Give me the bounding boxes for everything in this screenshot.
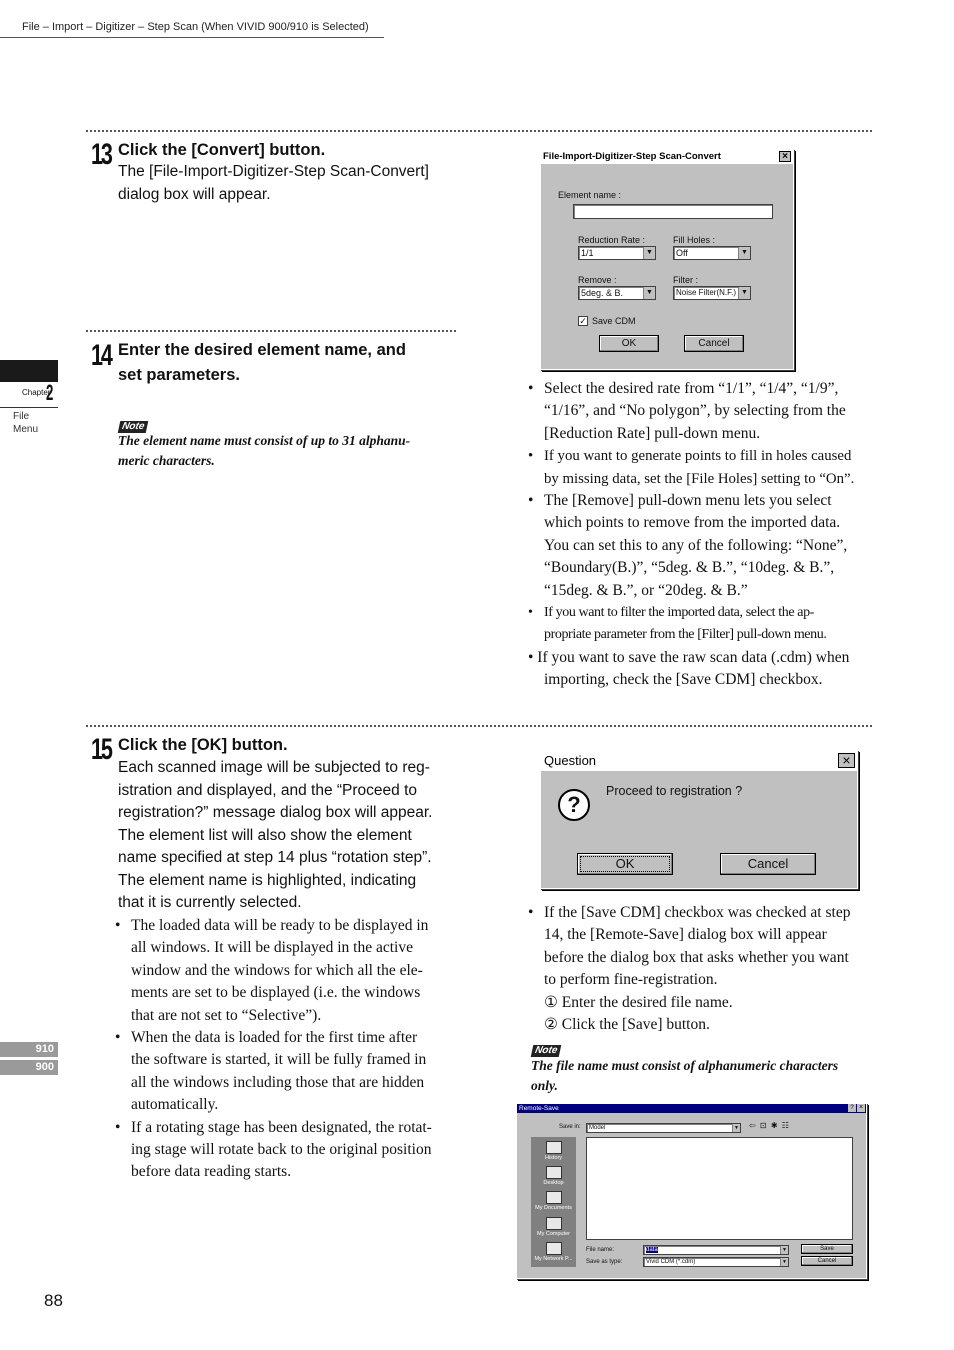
- folder-icon: [546, 1191, 562, 1204]
- save-button[interactable]: Save: [801, 1244, 853, 1254]
- text-line: only.: [531, 1078, 558, 1093]
- text-line: The element name is highlighted, indicating: [118, 871, 417, 889]
- chapter-label: Chapter: [22, 388, 51, 397]
- select-value: 5deg. & B.: [581, 288, 624, 298]
- badge-900: 900: [0, 1060, 58, 1075]
- select-value: Off: [676, 248, 688, 258]
- text-line: • The [Remove] pull-down menu lets you select: [544, 492, 832, 510]
- section-line-1: File: [13, 411, 30, 422]
- text-line: registration?” message dialog box will appear.: [118, 804, 433, 821]
- chevron-down-icon: ▼: [643, 247, 655, 259]
- question-dialog-titlebar: [541, 751, 857, 771]
- running-header: File – Import – Digitizer – Step Scan (When VIVID 900/910 is Selected): [22, 21, 369, 33]
- text-line: • If a rotating stage has been designated, the rotat-: [131, 1118, 432, 1136]
- text-line: which points to remove from the imported data.: [544, 514, 841, 532]
- reduction-rate-select[interactable]: [578, 246, 656, 260]
- select-value: Noise Filter(N.F.): [676, 288, 737, 297]
- text-line: that are not set to “Selective”).: [131, 1006, 322, 1024]
- chevron-down-icon: ▼: [780, 1258, 788, 1266]
- cancel-button[interactable]: Cancel: [720, 853, 816, 875]
- step-14-title: [118, 338, 406, 388]
- text-line: before data reading starts.: [131, 1163, 292, 1181]
- question-icon: ?: [558, 789, 590, 821]
- place-history[interactable]: [531, 1141, 576, 1161]
- remove-label: Remove :: [578, 275, 617, 285]
- text-line: ing stage will rotate back to the original position: [131, 1141, 432, 1159]
- text-line: ① Enter the desired file name.: [544, 993, 733, 1011]
- text-line: istration and displayed, and the “Proceed to: [118, 781, 417, 799]
- text-line: • If you want to filter the imported data, select the ap-: [544, 605, 814, 621]
- text-line: importing, check the [Save CDM] checkbox.: [544, 671, 823, 689]
- text-line: ments are set to be displayed (i.e. the windows: [131, 984, 421, 1002]
- badge-910: 910: [0, 1042, 58, 1057]
- text-line: The element list will also show the element: [118, 826, 412, 844]
- fill-holes-select[interactable]: [673, 246, 751, 260]
- close-icon[interactable]: ×: [779, 151, 791, 162]
- header-rule: [0, 37, 384, 38]
- save-in-label: Save in:: [559, 1124, 581, 1130]
- place-label: History: [544, 1155, 563, 1161]
- step-15-right-bullets: [528, 902, 873, 1036]
- question-dialog: [540, 750, 858, 889]
- chevron-down-icon: ▼: [738, 247, 750, 259]
- text-line: • Select the desired rate from “1/1”, “1/4”, “1/9”,: [544, 380, 839, 397]
- text-line: all the windows including those that are hidden: [131, 1073, 425, 1091]
- text-line: • If you want to generate points to fill in holes caused: [544, 448, 852, 465]
- chevron-down-icon: ▼: [643, 287, 655, 299]
- dialog-title: Remote-Save: [519, 1105, 559, 1112]
- filter-label: Filter :: [673, 275, 699, 285]
- remote-save-dialog: [516, 1103, 867, 1279]
- text-line: [Reduction Rate] pull-down menu.: [544, 424, 761, 442]
- text-line: by missing data, set the [File Holes] setting to “On”.: [544, 470, 855, 487]
- input-value: data: [646, 1247, 658, 1253]
- text-line: “1/16”, and “No polygon”, by selecting from the: [544, 402, 846, 420]
- text-line: the software is started, it will be fully framed in: [131, 1051, 427, 1069]
- text-line: ② Click the [Save] button.: [544, 1016, 710, 1034]
- text-line: all windows. It will be displayed in the active: [131, 939, 413, 957]
- ok-button[interactable]: OK: [599, 335, 659, 352]
- file-name-input[interactable]: [643, 1245, 789, 1255]
- chevron-down-icon: ▼: [780, 1246, 788, 1254]
- list-item: [528, 378, 873, 445]
- section-label: [13, 410, 38, 436]
- step-15-title: Click the [OK] button.: [118, 736, 288, 754]
- text-line: to perform fine-registration.: [544, 971, 718, 989]
- text-line: “15deg. & B.”, or “20deg. & B.”: [544, 581, 748, 599]
- text-line: window and the windows for which all the ele-: [131, 961, 423, 979]
- section-divider: [86, 130, 872, 132]
- remote-save-titlebar: [517, 1104, 866, 1113]
- list-item: [115, 1027, 460, 1117]
- text-line: The [File-Import-Digitizer-Step Scan-Convert]: [118, 163, 429, 180]
- step-14-note: [118, 431, 410, 471]
- step-13-title: Click the [Convert] button.: [118, 141, 326, 159]
- element-name-label: Element name :: [558, 190, 622, 200]
- dialog-title: File-Import-Digitizer-Step Scan-Convert: [543, 151, 721, 162]
- place-label: My Network P...: [534, 1256, 573, 1262]
- reduction-rate-label: Reduction Rate :: [578, 235, 646, 245]
- step-15-note: [531, 1056, 838, 1096]
- text-line: before the dialog box that asks whether you want: [544, 948, 849, 966]
- place-my-computer[interactable]: [531, 1217, 576, 1237]
- list-item: [115, 1117, 460, 1184]
- chevron-down-icon: ▼: [738, 287, 750, 299]
- text-line: 14, the [Remote-Save] dialog box will appear: [544, 926, 827, 944]
- step-14-bullets: [528, 378, 873, 692]
- text-line: automatically.: [131, 1096, 219, 1114]
- place-label: My Computer: [536, 1231, 570, 1237]
- text-line: The element name must consist of up to 31 alphanu-: [118, 433, 411, 448]
- note-label: Note: [118, 421, 149, 433]
- save-type-label: Save as type:: [586, 1259, 623, 1265]
- note-label: Note: [531, 1045, 562, 1057]
- text-line: The file name must consist of alphanumeric characters: [531, 1058, 839, 1073]
- page-number: 88: [44, 1291, 63, 1310]
- list-item: [528, 445, 873, 490]
- ok-button[interactable]: OK: [577, 853, 673, 875]
- text-line: You can set this to any of the following: “None”,: [544, 536, 848, 554]
- chapter-number: 2: [46, 380, 54, 405]
- dialog-title: Question: [544, 753, 597, 768]
- step-15-number: 15: [91, 733, 111, 766]
- place-label: My Documents: [535, 1205, 572, 1211]
- convert-dialog-titlebar: [541, 150, 793, 164]
- toolbar-icons[interactable]: ⇦ ⊡ ✱ ☷: [749, 1121, 790, 1130]
- save-cdm-checkbox[interactable]: ✓: [579, 316, 587, 326]
- place-desktop[interactable]: [531, 1166, 576, 1186]
- text-line: • If the [Save CDM] checkbox was checked at step: [544, 904, 851, 921]
- remove-select[interactable]: [578, 286, 656, 300]
- desktop-icon: [546, 1166, 562, 1179]
- text-line: set parameters.: [118, 366, 240, 384]
- cancel-button[interactable]: Cancel: [684, 335, 744, 352]
- history-icon: [546, 1141, 562, 1154]
- chevron-down-icon: ▼: [732, 1124, 740, 1132]
- computer-icon: [546, 1217, 562, 1230]
- select-value: Model: [589, 1125, 606, 1131]
- places-bar: [531, 1137, 576, 1267]
- cancel-button[interactable]: Cancel: [801, 1256, 853, 1266]
- section-line-2: Menu: [13, 424, 39, 435]
- step-13-body: [118, 161, 429, 206]
- save-in-select[interactable]: [586, 1123, 741, 1133]
- step-13-number: 13: [91, 138, 111, 171]
- network-icon: [546, 1242, 562, 1255]
- section-divider: [86, 725, 872, 727]
- help-icon[interactable]: ?: [848, 1104, 856, 1112]
- save-cdm-label: Save CDM: [592, 316, 636, 326]
- text-line: dialog box will appear.: [118, 185, 271, 203]
- place-my-documents[interactable]: [531, 1191, 576, 1211]
- list-item: [528, 602, 873, 647]
- text-line: “Boundary(B.)”, “5deg. & B.”, “10deg. & B.”,: [544, 559, 835, 577]
- text-line: • When the data is loaded for the first time after: [131, 1029, 418, 1047]
- select-value: 1/1: [581, 248, 594, 258]
- close-icon[interactable]: ×: [858, 1104, 864, 1111]
- chapter-tab: [0, 360, 58, 382]
- list-item: [528, 490, 873, 602]
- text-line: propriate parameter from the [Filter] pull-down menu.: [544, 627, 827, 643]
- step-15-bullets: [115, 915, 460, 1184]
- step-14-number: 14: [91, 339, 111, 372]
- step-15-body: [118, 757, 463, 915]
- save-type-select[interactable]: [643, 1257, 789, 1267]
- close-icon[interactable]: ×: [838, 753, 855, 768]
- place-my-network[interactable]: [531, 1242, 576, 1262]
- list-item: [528, 902, 873, 1036]
- select-value: Vivid CDM (*.cdm): [646, 1259, 696, 1265]
- file-name-label: File name:: [586, 1247, 615, 1253]
- section-divider: [86, 330, 456, 332]
- text-line: • If you want to save the raw scan data (.cdm) when: [528, 648, 850, 666]
- fill-holes-label: Fill Holes :: [673, 235, 716, 245]
- list-item: [115, 915, 460, 1027]
- convert-dialog: [540, 149, 794, 370]
- text-line: • The loaded data will be ready to be displayed in: [131, 917, 429, 934]
- text-line: Each scanned image will be subjected to reg-: [118, 759, 430, 776]
- question-message: Proceed to registration ?: [606, 784, 743, 798]
- element-name-input[interactable]: [573, 204, 773, 219]
- place-label: Desktop: [543, 1180, 564, 1186]
- file-list[interactable]: [586, 1137, 853, 1240]
- text-line: that it is currently selected.: [118, 894, 302, 911]
- text-line: meric characters.: [118, 453, 215, 468]
- filter-select[interactable]: [673, 286, 751, 300]
- text-line: Enter the desired element name, and: [118, 341, 406, 359]
- text-line: name specified at step 14 plus “rotation step”.: [118, 849, 432, 866]
